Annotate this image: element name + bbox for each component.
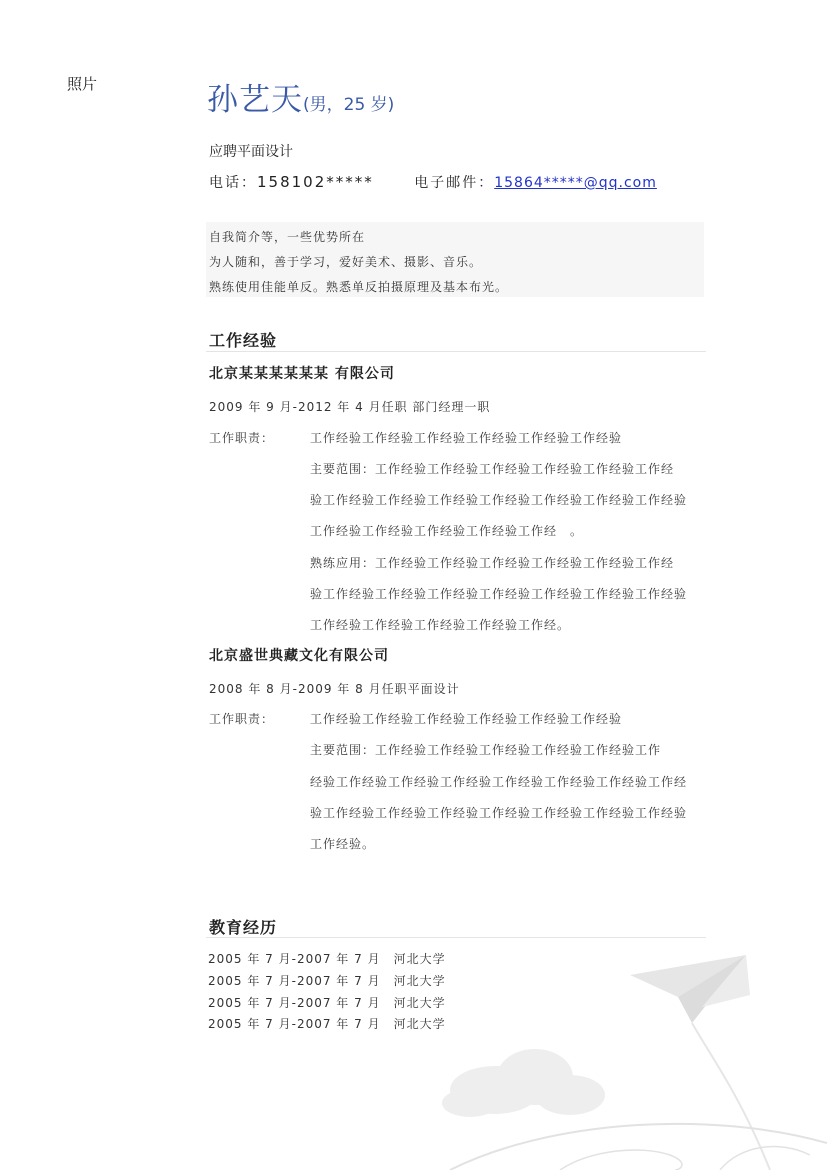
education-row: 2005 年 7 月-2007 年 7 月 河北大学 xyxy=(208,974,446,988)
section-divider xyxy=(206,937,706,938)
duty-line: 主要范围：工作经验工作经验工作经验工作经验工作经验工作经 xyxy=(310,462,675,476)
intro-line: 自我简介等，一些优势所在 xyxy=(209,230,366,244)
education-row: 2005 年 7 月-2007 年 7 月 河北大学 xyxy=(208,952,446,966)
globe-icon xyxy=(450,1124,827,1170)
candidate-details: (男，25 岁) xyxy=(303,95,395,115)
job-period: 2008 年 8 月-2009 年 8 月任职平面设计 xyxy=(209,682,460,696)
phone-value: 158102***** xyxy=(257,173,374,191)
email-link[interactable]: 15864*****@qq.com xyxy=(494,175,657,191)
duty-line: 主要范围：工作经验工作经验工作经验工作经验工作经验工作 xyxy=(310,743,662,757)
company-name: 北京某某某某某某 有限公司 xyxy=(209,366,395,382)
duty-line: 经验工作经验工作经验工作经验工作经验工作经验工作经验工作经 xyxy=(310,775,688,789)
duty-line: 工作经验工作经验工作经验工作经验工作经。 xyxy=(310,618,571,632)
section-divider xyxy=(206,351,706,352)
phone-label: 电话： xyxy=(209,175,257,191)
duty-line: 工作经验工作经验工作经验工作经验工作经 。 xyxy=(310,524,584,538)
email-label: 电子邮件： xyxy=(414,175,495,191)
education-row: 2005 年 7 月-2007 年 7 月 河北大学 xyxy=(208,1017,446,1031)
decorative-background-illustration xyxy=(440,945,827,1170)
education-row: 2005 年 7 月-2007 年 7 月 河北大学 xyxy=(208,996,446,1010)
duty-line: 验工作经验工作经验工作经验工作经验工作经验工作经验工作经验 xyxy=(310,587,688,601)
intro-line: 为人随和，善于学习，爱好美术、摄影、音乐。 xyxy=(209,255,483,269)
duty-line: 验工作经验工作经验工作经验工作经验工作经验工作经验工作经验 xyxy=(310,493,688,507)
duty-line: 工作经验。 xyxy=(310,837,376,851)
job-period: 2009 年 9 月-2012 年 4 月任职 部门经理一职 xyxy=(209,400,491,414)
duty-label: 工作职责： xyxy=(209,712,275,726)
position-applied: 应聘平面设计 xyxy=(209,144,293,160)
company-name: 北京盛世典藏文化有限公司 xyxy=(209,648,389,664)
contact-info xyxy=(209,172,657,192)
intro-line: 熟练使用佳能单反。熟悉单反拍摄原理及基本布光。 xyxy=(209,280,509,294)
self-intro-box xyxy=(206,222,704,297)
education-section-title: 教育经历 xyxy=(209,918,278,937)
candidate-name: 孙艺天 xyxy=(207,82,303,118)
cloud-icon xyxy=(442,1049,605,1117)
duty-line: 熟练应用：工作经验工作经验工作经验工作经验工作经验工作经 xyxy=(310,556,675,570)
duty-line: 工作经验工作经验工作经验工作经验工作经验工作经验 xyxy=(310,712,623,726)
duty-label: 工作职责： xyxy=(209,431,275,445)
paper-plane-icon xyxy=(630,955,770,1170)
work-section-title: 工作经验 xyxy=(209,331,278,350)
name-heading xyxy=(207,74,394,119)
duty-line: 工作经验工作经验工作经验工作经验工作经验工作经验 xyxy=(310,431,623,445)
photo-placeholder-label: 照片 xyxy=(67,75,98,93)
duty-line: 验工作经验工作经验工作经验工作经验工作经验工作经验工作经验 xyxy=(310,806,688,820)
